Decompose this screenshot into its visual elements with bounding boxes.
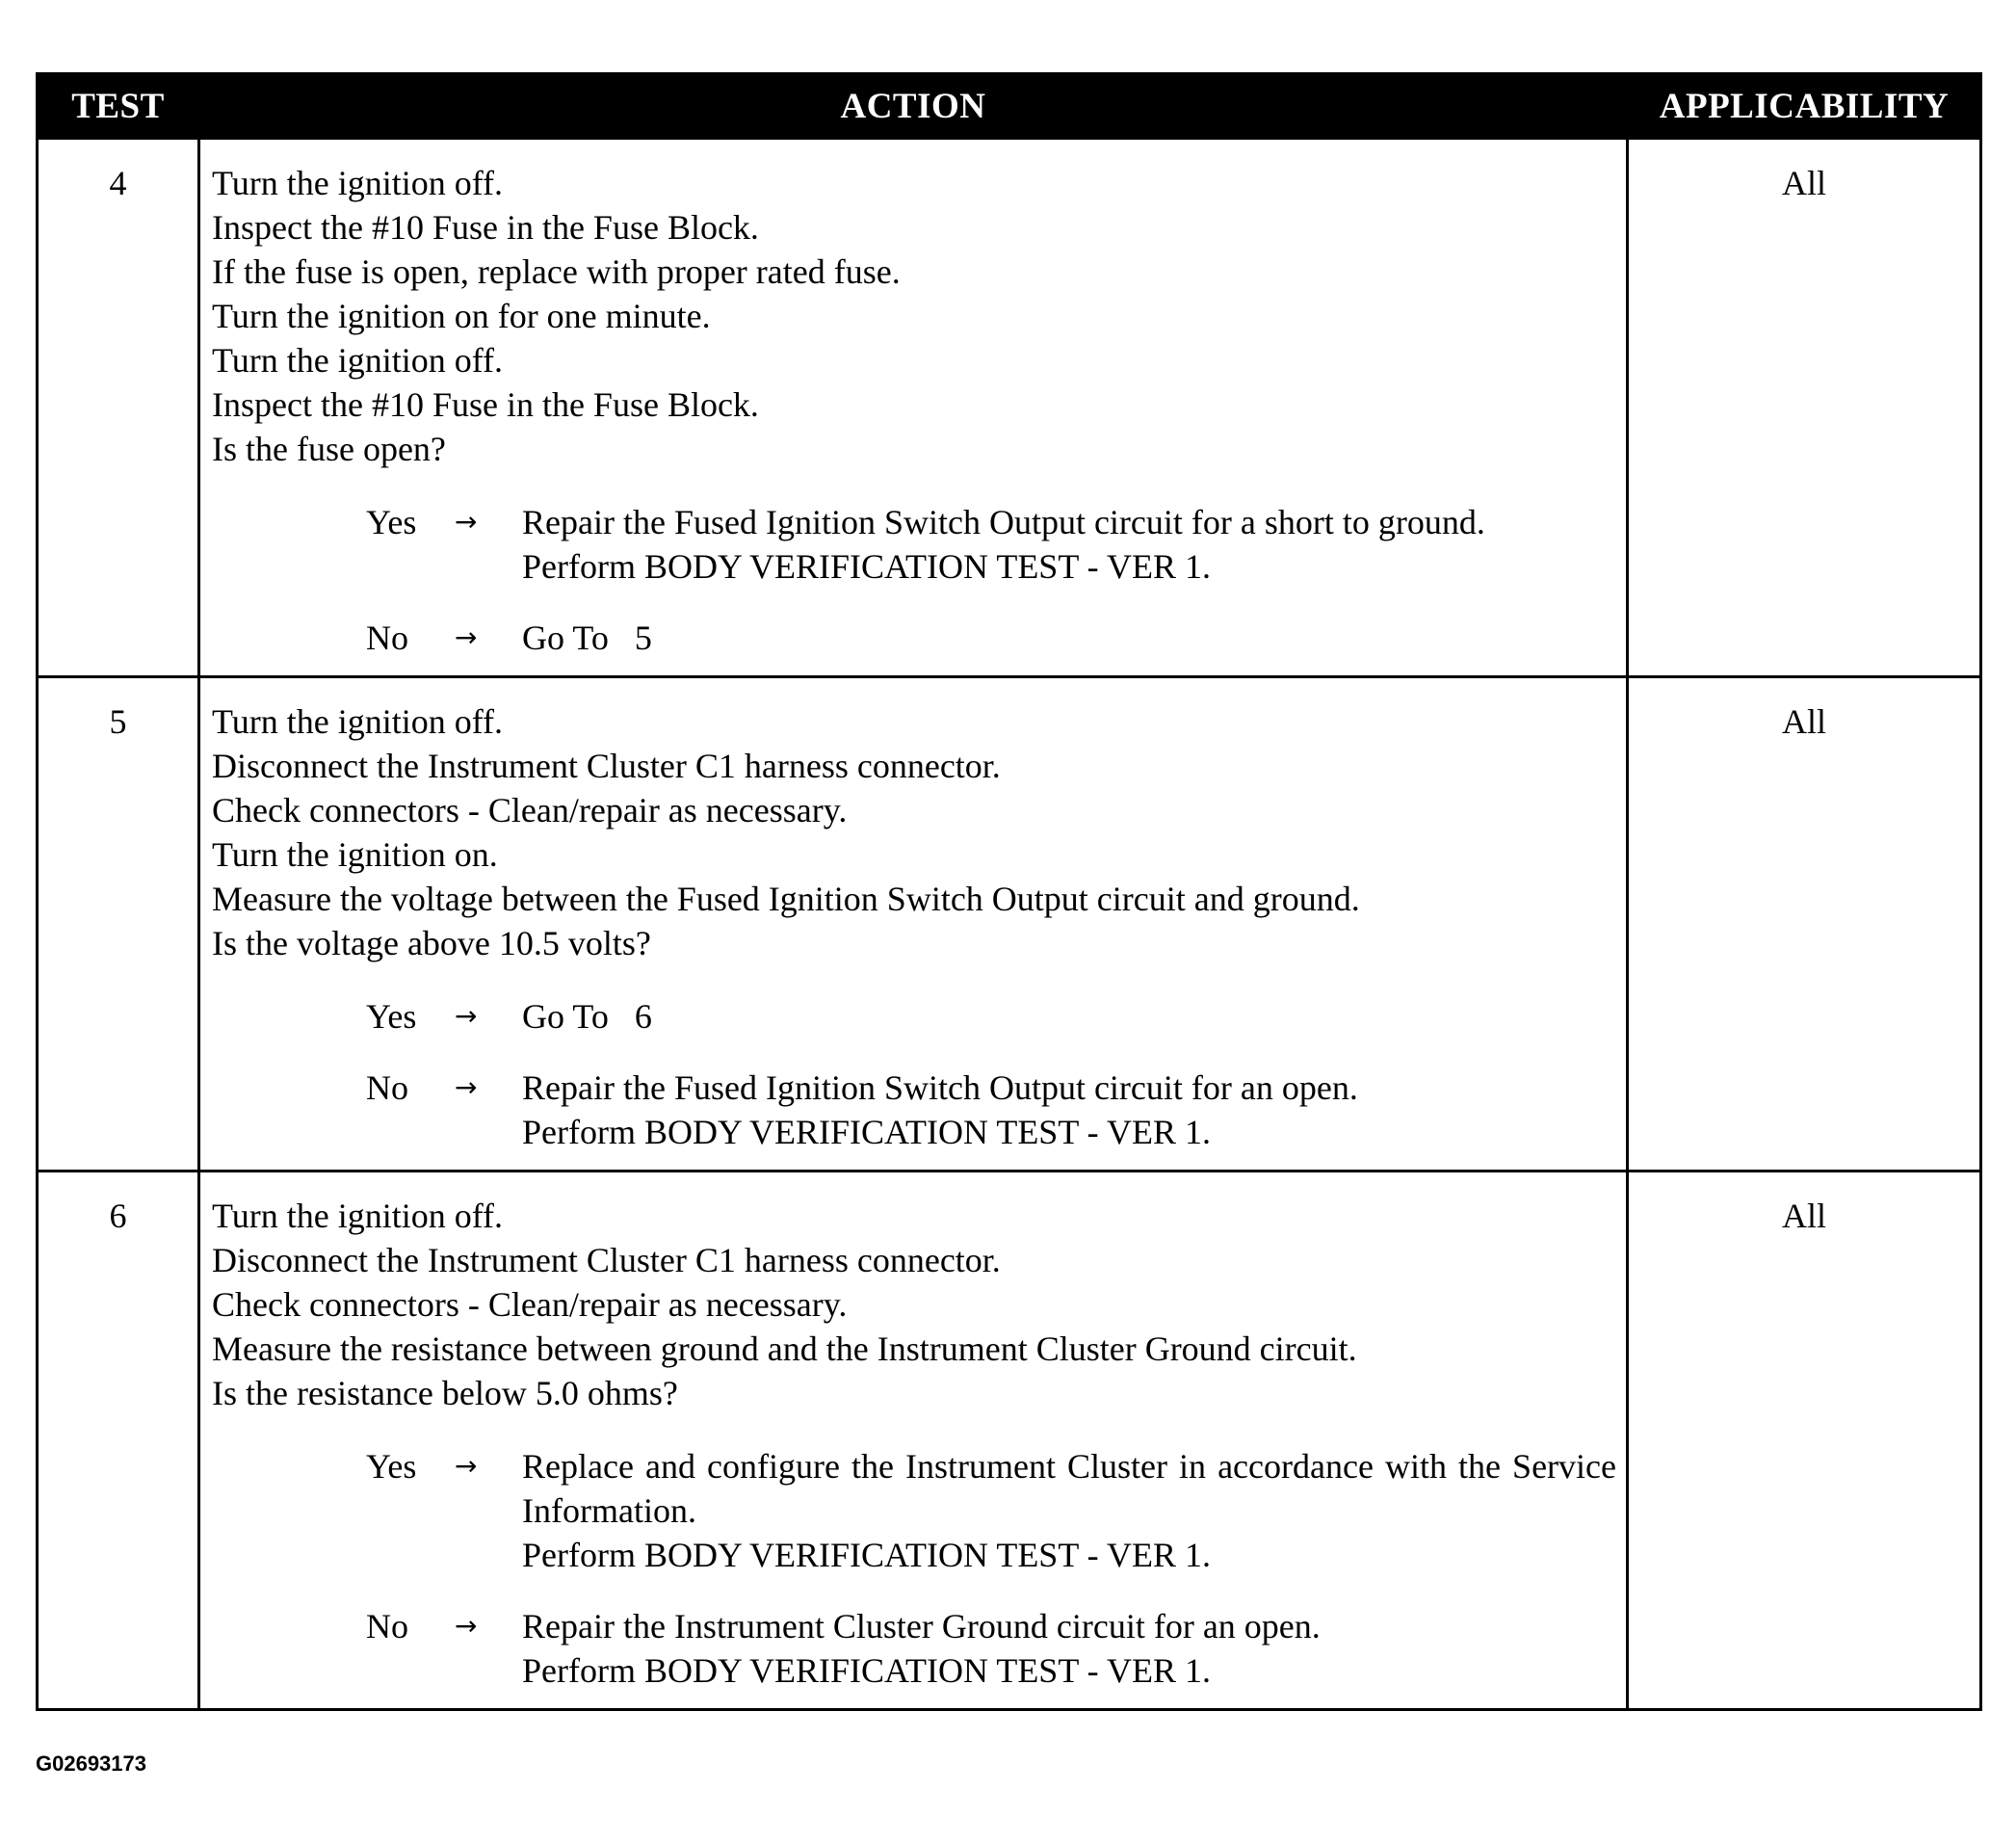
action-step: Measure the resistance between ground and the Instrument Cluster Ground circuit. xyxy=(212,1330,1357,1368)
arrow-right-icon: → xyxy=(455,621,478,653)
action-step: Is the fuse open? xyxy=(212,430,446,468)
no-outcome xyxy=(212,1066,1616,1154)
action-step: Disconnect the Instrument Cluster C1 harness connector. xyxy=(212,1241,1001,1279)
action-cell xyxy=(199,139,1628,677)
table-header-row xyxy=(38,74,1981,139)
outcome-line: Replace and configure the Instrument Cluster in accordance with the Service Information. xyxy=(522,1447,1625,1530)
action-step: Is the voltage above 10.5 volts? xyxy=(212,924,651,962)
action-step: Turn the ignition off. xyxy=(212,1197,504,1235)
diagnostic-test-table xyxy=(36,72,1982,1711)
outcome-line: Repair the Fused Ignition Switch Output circuit for an open. xyxy=(522,1068,1358,1107)
outcome-line: Perform BODY VERIFICATION TEST - VER 1. xyxy=(522,1113,1212,1151)
header-applicability: APPLICABILITY xyxy=(1628,74,1981,139)
outcome-line: Repair the Instrument Cluster Ground circuit for an open. xyxy=(522,1607,1321,1646)
outcomes xyxy=(212,994,1616,1154)
yes-label: Yes xyxy=(366,997,417,1036)
outcome-line: Perform BODY VERIFICATION TEST - VER 1. xyxy=(522,1536,1212,1574)
action-step: Inspect the #10 Fuse in the Fuse Block. xyxy=(212,385,759,424)
test-number: 4 xyxy=(38,139,199,677)
action-cell xyxy=(199,1172,1628,1710)
yes-text xyxy=(522,500,1616,589)
table-row xyxy=(38,139,1981,677)
arrow-right-icon: → xyxy=(455,506,478,538)
action-step: Turn the ignition off. xyxy=(212,702,504,741)
yes-text xyxy=(522,1444,1625,1577)
action-step: Turn the ignition off. xyxy=(212,164,504,202)
action-step: Measure the voltage between the Fused Ignition Switch Output circuit and ground. xyxy=(212,880,1360,918)
no-label: No xyxy=(366,619,408,657)
yes-outcome xyxy=(212,500,1616,589)
outcome-line: Perform BODY VERIFICATION TEST - VER 1. xyxy=(522,547,1212,586)
applicability-value: All xyxy=(1628,139,1981,677)
outcome-line: Go To 5 xyxy=(522,619,652,657)
no-outcome xyxy=(212,1604,1616,1693)
figure-id: G02693173 xyxy=(36,1751,146,1776)
action-step: Inspect the #10 Fuse in the Fuse Block. xyxy=(212,208,759,247)
no-text xyxy=(522,1604,1616,1693)
action-step: Disconnect the Instrument Cluster C1 harness connector. xyxy=(212,747,1001,785)
no-label: No xyxy=(366,1607,408,1646)
header-test: TEST xyxy=(38,74,199,139)
no-text xyxy=(522,616,1616,660)
arrow-right-icon: → xyxy=(455,1450,478,1482)
applicability-value: All xyxy=(1628,677,1981,1172)
yes-outcome xyxy=(212,994,1616,1039)
applicability-value: All xyxy=(1628,1172,1981,1710)
yes-text xyxy=(522,994,1616,1039)
arrow-right-icon: → xyxy=(455,1610,478,1642)
outcome-line: Perform BODY VERIFICATION TEST - VER 1. xyxy=(522,1651,1212,1690)
table-row xyxy=(38,677,1981,1172)
table-row xyxy=(38,1172,1981,1710)
no-outcome xyxy=(212,616,1616,660)
header-action: ACTION xyxy=(199,74,1628,139)
yes-outcome xyxy=(212,1444,1625,1577)
outcome-line: Go To 6 xyxy=(522,997,652,1036)
outcomes xyxy=(212,500,1616,660)
no-label: No xyxy=(366,1068,408,1107)
outcomes xyxy=(212,1444,1625,1693)
action-step: Check connectors - Clean/repair as necessary. xyxy=(212,1285,848,1324)
action-step: Turn the ignition on for one minute. xyxy=(212,297,711,335)
no-text xyxy=(522,1066,1616,1154)
yes-label: Yes xyxy=(366,503,417,541)
arrow-right-icon: → xyxy=(455,1071,478,1103)
arrow-right-icon: → xyxy=(455,1000,478,1032)
table-body xyxy=(38,139,1981,1710)
action-step: If the fuse is open, replace with proper rated fuse. xyxy=(212,252,901,291)
outcome-line: Repair the Fused Ignition Switch Output circuit for a short to ground. xyxy=(522,503,1485,541)
action-step: Turn the ignition on. xyxy=(212,835,498,874)
action-step: Check connectors - Clean/repair as necessary. xyxy=(212,791,848,829)
test-number: 5 xyxy=(38,677,199,1172)
yes-label: Yes xyxy=(366,1447,417,1486)
action-cell xyxy=(199,677,1628,1172)
action-step: Is the resistance below 5.0 ohms? xyxy=(212,1374,678,1412)
action-step: Turn the ignition off. xyxy=(212,341,504,380)
test-number: 6 xyxy=(38,1172,199,1710)
